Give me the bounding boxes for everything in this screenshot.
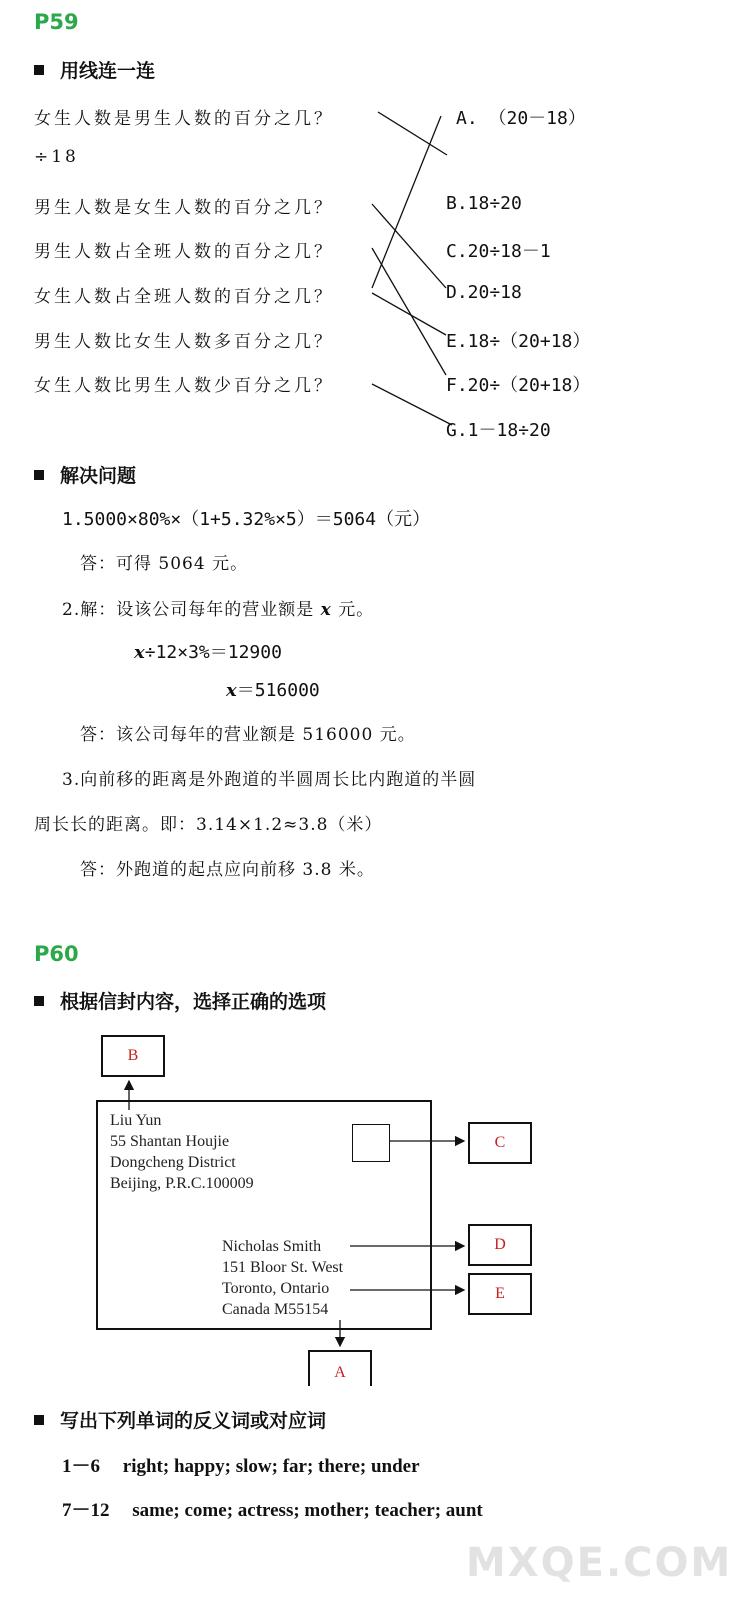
- question-3: 男生人数占全班人数的百分之几？: [34, 242, 334, 262]
- solve-2-setup: 2.解：设该公司每年的营业额是 x 元。: [62, 600, 375, 620]
- bullet-square-icon: [34, 1415, 44, 1425]
- solve-3-text-cont: 周长长的距离。即：3.14×1.2≈3.8（米）: [34, 815, 383, 835]
- question-5: 男生人数比女生人数多百分之几？: [34, 332, 334, 352]
- question-4: 女生人数占全班人数的百分之几？: [34, 287, 334, 307]
- recipient-address: Nicholas Smith 151 Bloor St. West Toronto, Ontario Canada M55154: [222, 1238, 344, 1318]
- option-f: F.20÷（20+18）: [446, 375, 591, 396]
- question-6: 女生人数比男生人数少百分之几？: [34, 376, 334, 396]
- option-a: A. （20－18）: [456, 108, 586, 129]
- solve-3-answer: 答：外跑道的起点应向前移 3.8 米。: [80, 860, 375, 880]
- solve-1-equation: 1.5000×80%×（1+5.32%×5）＝5064（元）: [62, 509, 431, 530]
- page-label-p60: P60: [34, 942, 79, 966]
- question-1: 女生人数是男生人数的百分之几？: [34, 109, 334, 129]
- answer-box-a: A: [308, 1350, 372, 1386]
- option-g: G.1－18÷20: [446, 420, 551, 441]
- section-title-antonyms: 写出下列单词的反义词或对应词: [34, 1406, 326, 1433]
- solve-2-equation: x÷12×3%＝12900: [134, 642, 282, 663]
- answer-box-d: D: [468, 1224, 532, 1266]
- sender-address: Liu Yun 55 Shantan Houjie Dongcheng District Beijing, P.R.C.100009: [110, 1112, 254, 1192]
- option-d: D.20÷18: [446, 282, 522, 303]
- section-title-envelope: 根据信封内容，选择正确的选项: [34, 987, 326, 1014]
- page-label-p59: P59: [34, 10, 79, 34]
- solve-1-answer: 答：可得 5064 元。: [80, 554, 249, 574]
- option-b: B.18÷20: [446, 193, 522, 214]
- answer-box-e: E: [468, 1273, 532, 1315]
- option-c: C.20÷18－1: [446, 241, 551, 262]
- antonym-row-1: 1－6 right; happy; slow; far; there; under: [62, 1456, 420, 1477]
- watermark: MXQE.COM: [466, 1540, 732, 1586]
- question-1-cont: ÷18: [34, 147, 79, 167]
- solve-2-result: x＝516000: [226, 680, 320, 701]
- antonym-row-2: 7－12 same; come; actress; mother; teacher; aunt: [62, 1500, 483, 1521]
- section-title-matching: 用线连一连: [34, 56, 155, 83]
- solve-3-text: 3.向前移的距离是外跑道的半圆周长比内跑道的半圆: [62, 770, 477, 790]
- answer-box-c: C: [468, 1122, 532, 1164]
- question-2: 男生人数是女生人数的百分之几？: [34, 198, 334, 218]
- option-e: E.18÷（20+18）: [446, 331, 591, 352]
- answer-box-b: B: [101, 1035, 165, 1077]
- solve-2-answer: 答：该公司每年的营业额是 516000 元。: [80, 725, 416, 745]
- section-title-solve: 解决问题: [34, 461, 136, 488]
